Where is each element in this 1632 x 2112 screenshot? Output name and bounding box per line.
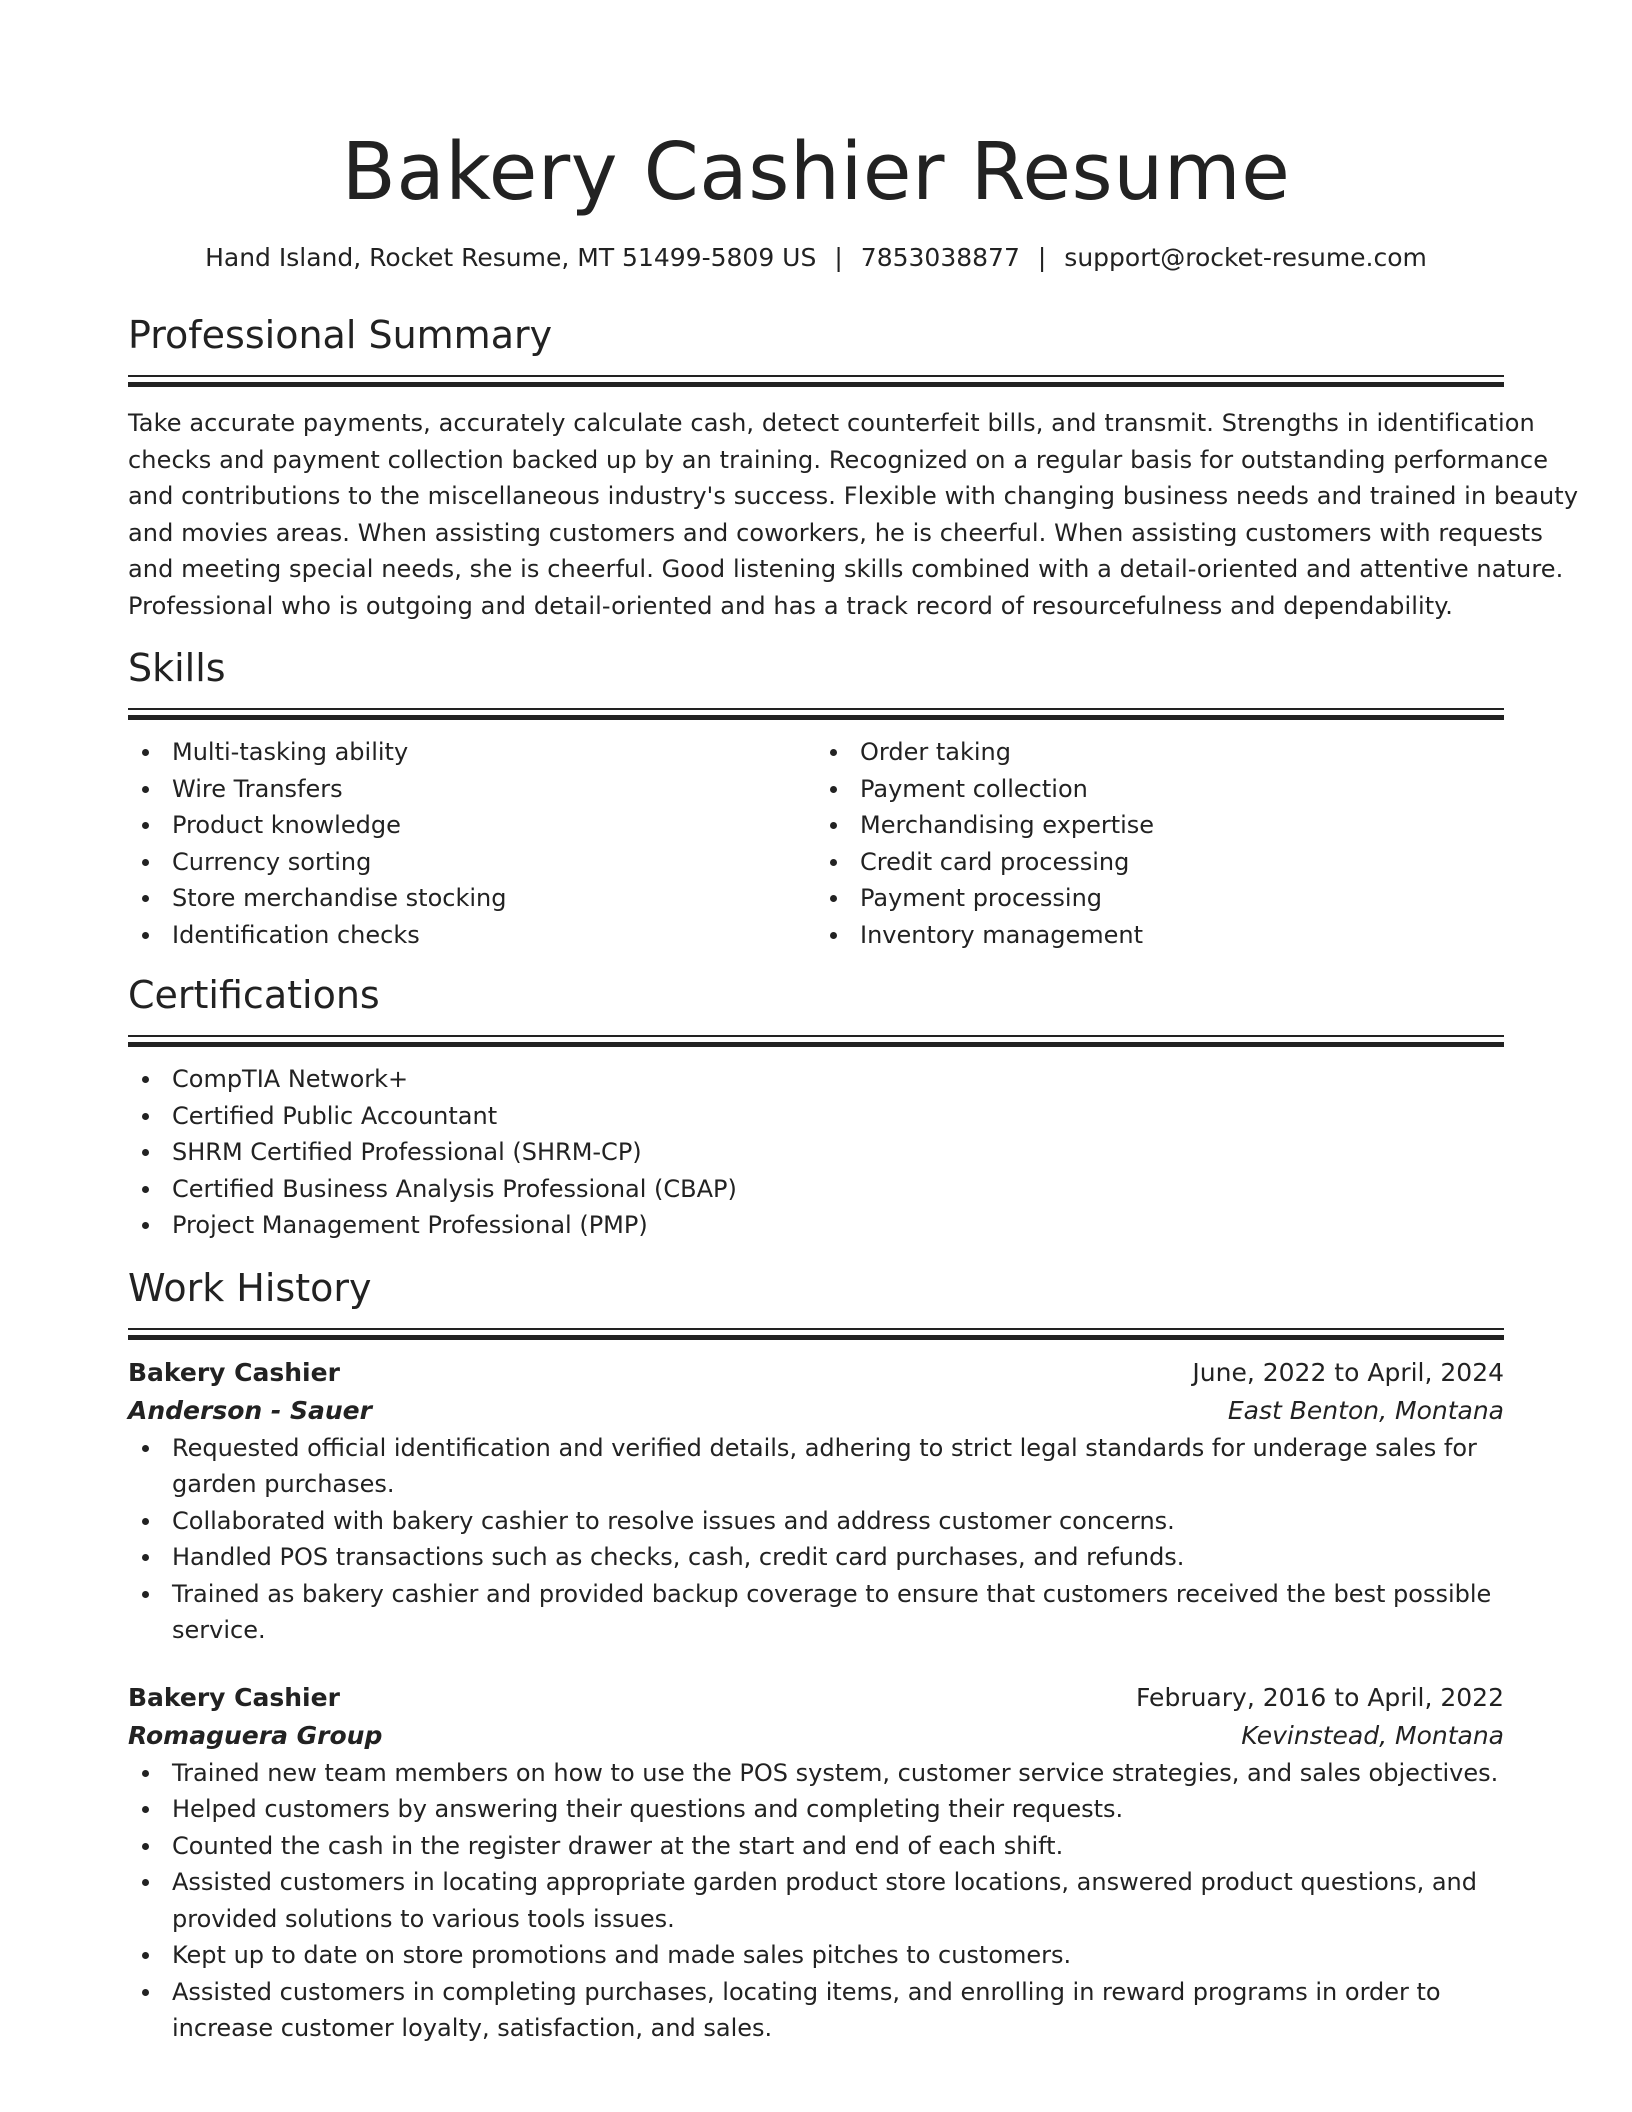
section-title-summary: Professional Summary [128,313,553,357]
skills-list-left [128,734,816,953]
job-bullet: Kept up to date on store promotions and made sales pitches to customers. [128,1937,1504,1974]
certifications-section [128,973,1504,1244]
section-title-skills: Skills [128,646,226,690]
certification-item: Project Management Professional (PMP) [128,1207,1504,1244]
job-bullet: Assisted customers in locating appropriate garden product store locations, answered product questions, and provided solutions to various tools issues. [128,1864,1504,1937]
job-location: East Benton, Montana [1227,1395,1504,1425]
contact-separator: | [834,243,843,272]
summary-section [128,313,1579,624]
job-company: Romaguera Group [128,1720,383,1750]
section-divider [128,708,1504,720]
skill-item: Wire Transfers [128,771,816,808]
certification-item: Certified Business Analysis Professional (CBAP) [128,1171,1504,1208]
section-divider [128,1328,1504,1340]
skill-item: Payment collection [816,771,1504,808]
skills-section [128,646,1504,953]
job-bullet: Trained new team members on how to use the POS system, customer service strategies, and sales objectives. [128,1755,1504,1792]
job-dates: February, 2016 to April, 2022 [1136,1682,1504,1712]
skill-item: Inventory management [816,917,1504,954]
job-header [128,1679,1504,1717]
summary-line: checks and payment collection backed up by an training. Recognized on a regular basis for outstanding performance [128,445,1549,474]
job-bullet: Collaborated with bakery cashier to resolve issues and address customer concerns. [128,1503,1504,1540]
job-title: Bakery Cashier [128,1682,340,1712]
skills-list-right [816,734,1504,953]
work-history-section [128,1266,1504,2047]
contact-separator: | [1037,243,1047,272]
summary-line: and movies areas. When assisting customers and coworkers, he is cheerful. When assisting customers with requests [128,518,1543,547]
job-entry [128,1679,1504,2047]
summary-line: Professional who is outgoing and detail-oriented and has a track record of resourcefulness and dependability. [128,591,1453,620]
job-bullet: Counted the cash in the register drawer at the start and end of each shift. [128,1828,1504,1865]
job-dates: June, 2022 to April, 2024 [1192,1357,1504,1387]
section-title-work-history: Work History [128,1265,372,1310]
job-entry [128,1354,1504,1649]
job-subheader [128,1717,1504,1755]
job-bullet: Helped customers by answering their questions and completing their requests. [128,1791,1504,1828]
job-bullets [128,1755,1504,2047]
job-bullet: Handled POS transactions such as checks, cash, credit card purchases, and refunds. [128,1539,1504,1576]
job-location: Kevinstead, Montana [1241,1720,1504,1750]
job-subheader [128,1392,1504,1430]
job-bullet: Assisted customers in completing purchases, locating items, and enrolling in reward programs in order to increase customer loyalty, satisfaction, and sales. [128,1974,1504,2047]
summary-line: and meeting special needs, she is cheerful. Good listening skills combined with a detail-oriented and attentive nature. [128,555,1564,583]
contact-address: Hand Island, Rocket Resume, MT 51499-5809 US [205,243,817,272]
job-company: Anderson - Sauer [128,1395,372,1425]
contact-email: support@rocket-resume.com [1064,243,1427,272]
summary-line: and contributions to the miscellaneous industry's success. Flexible with changing business needs and trained in beauty [128,482,1579,510]
certification-item: Certified Public Accountant [128,1098,1504,1135]
skill-item: Merchandising expertise [816,807,1504,844]
certifications-list [128,1061,1504,1244]
skills-grid [128,734,1504,953]
skill-item: Payment processing [816,880,1504,917]
skill-item: Currency sorting [128,844,816,881]
certification-item: SHRM Certified Professional (SHRM-CP) [128,1134,1504,1171]
section-divider [128,375,1504,387]
section-title-certifications: Certifications [128,973,380,1017]
contact-phone: 7853038877 [860,243,1020,272]
certification-item: CompTIA Network+ [128,1061,1504,1098]
skill-item: Store merchandise stocking [128,880,816,917]
summary-line: Take accurate payments, accurately calculate cash, detect counterfeit bills, and transmit. Strengths in identification [128,409,1535,437]
job-bullet: Trained as bakery cashier and provided backup coverage to ensure that customers received the best possible service. [128,1576,1504,1649]
summary-text [128,405,1579,624]
section-divider [128,1035,1504,1047]
job-bullet: Requested official identification and verified details, adhering to strict legal standards for underage sales for garden purchases. [128,1430,1504,1503]
contact-line [128,242,1504,274]
skill-item: Credit card processing [816,844,1504,881]
skill-item: Order taking [816,734,1504,771]
resume-title: Bakery Cashier Resume [341,126,1291,218]
job-title: Bakery Cashier [128,1357,340,1387]
job-header [128,1354,1504,1392]
skill-item: Product knowledge [128,807,816,844]
skill-item: Identification checks [128,917,816,954]
skill-item: Multi-tasking ability [128,734,816,771]
job-bullets [128,1430,1504,1649]
